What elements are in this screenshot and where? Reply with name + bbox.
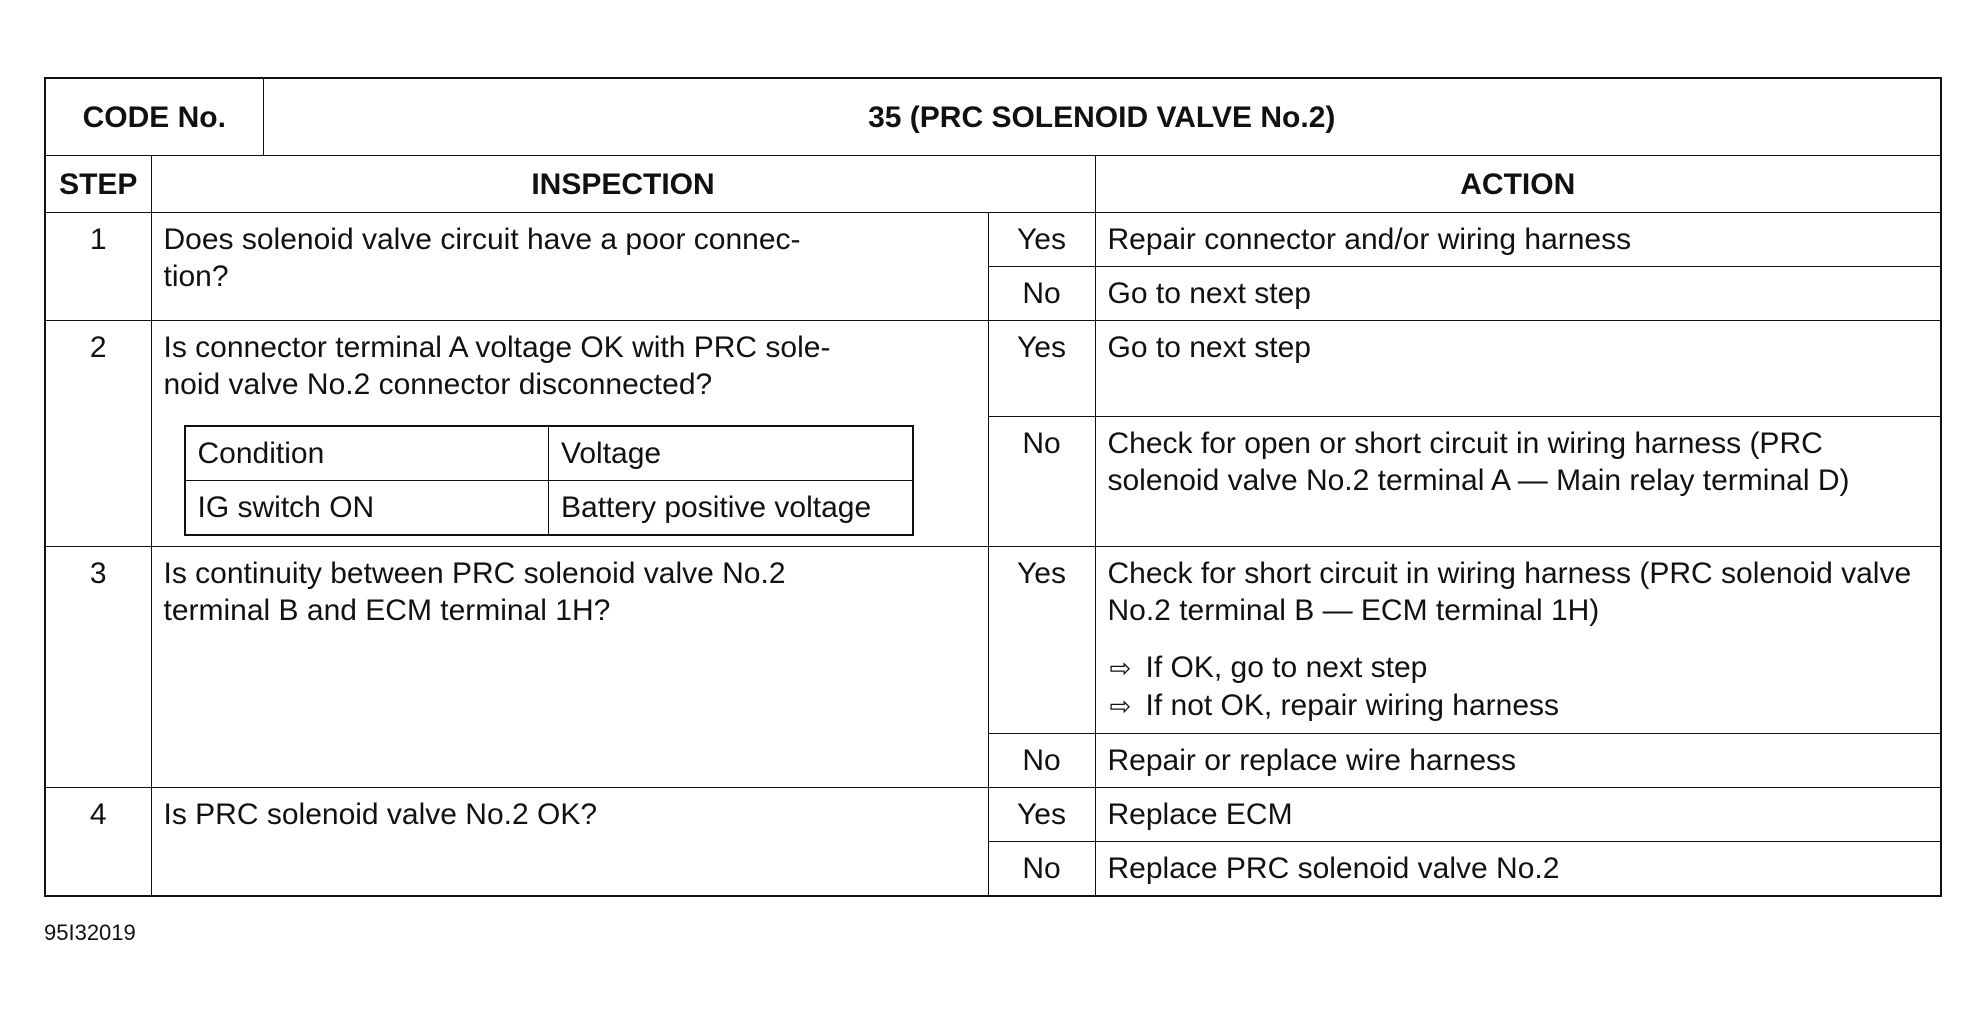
voltage-value: Battery positive voltage (549, 481, 913, 536)
inspection-question: Does solenoid valve circuit have a poor connec- tion? (163, 223, 801, 293)
no-action: Check for open or short circuit in wiring harness (PRC solenoid valve No.2 terminal A — Main relay terminal D) (1095, 416, 1941, 546)
no-label: No (988, 842, 1095, 897)
inspection-question: Is PRC solenoid valve No.2 OK? (163, 798, 598, 831)
inspection-text (151, 788, 988, 897)
code-label: CODE No. (45, 78, 263, 156)
yes-label: Yes (988, 788, 1095, 842)
table-row (45, 547, 1941, 734)
yes-label: Yes (988, 547, 1095, 734)
condition-value: IG switch ON (185, 481, 549, 536)
no-label: No (988, 416, 1095, 546)
yes-action-cell (1095, 547, 1941, 734)
action-header: ACTION (1095, 156, 1941, 213)
step-number: 1 (45, 213, 151, 321)
step-number: 2 (45, 321, 151, 547)
inspection-question: Is continuity between PRC solenoid valve No.2 terminal B and ECM terminal 1H? (163, 557, 786, 627)
voltage-header: Voltage (549, 426, 913, 481)
no-action: Replace PRC solenoid valve No.2 (1095, 842, 1941, 897)
arrow-right-icon: ⇨ (1109, 691, 1132, 721)
step-number: 3 (45, 547, 151, 788)
condition-header: Condition (185, 426, 549, 481)
sub-item-text: If OK, go to next step (1145, 651, 1428, 684)
diagnostic-table-frame (44, 77, 1940, 897)
no-label: No (988, 734, 1095, 788)
code-title: 35 (PRC SOLENOID VALVE No.2) (263, 78, 1941, 156)
inspection-text (151, 321, 988, 547)
column-header-row (45, 156, 1941, 213)
yes-action: Check for short circuit in wiring harness (PRC solenoid valve No.2 terminal B — ECM terminal 1H) (1107, 557, 1912, 627)
inspection-question: Is connector terminal A voltage OK with PRC sole- noid valve No.2 connector disconnected? (163, 331, 831, 401)
step-header: STEP (45, 156, 151, 213)
inspection-text (151, 213, 988, 321)
figure-code: 95I32019 (44, 920, 136, 945)
code-row (45, 78, 1941, 156)
sub-item (1108, 649, 1929, 687)
yes-label: Yes (988, 213, 1095, 267)
yes-action: Repair connector and/or wiring harness (1095, 213, 1941, 267)
inspection-header: INSPECTION (151, 156, 1095, 213)
table-row (45, 213, 1941, 267)
no-action: Go to next step (1095, 267, 1941, 321)
no-action: Repair or replace wire harness (1095, 734, 1941, 788)
inspection-text (151, 547, 988, 788)
yes-action: Replace ECM (1095, 788, 1941, 842)
no-label: No (988, 267, 1095, 321)
arrow-right-icon: ⇨ (1109, 653, 1132, 683)
condition-table (184, 425, 914, 536)
yes-label: Yes (988, 321, 1095, 417)
step-number: 4 (45, 788, 151, 897)
table-row (45, 321, 1941, 417)
table-row (45, 788, 1941, 842)
sub-item (1108, 687, 1929, 725)
diagnostic-table (44, 77, 1942, 897)
sub-item-text: If not OK, repair wiring harness (1145, 689, 1560, 722)
yes-action: Go to next step (1095, 321, 1941, 417)
